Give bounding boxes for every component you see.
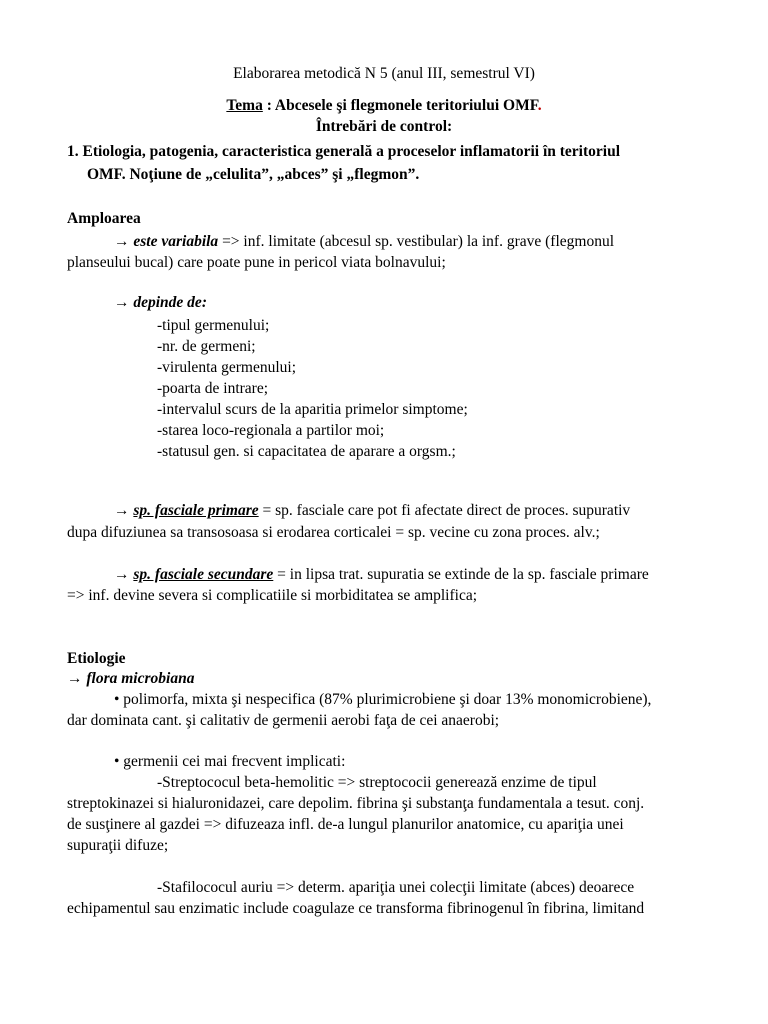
- subtitle: Întrebări de control:: [315, 118, 453, 135]
- variabila-line: [114, 231, 614, 252]
- arrow-icon: →: [114, 233, 134, 250]
- secundare-cont: => inf. devine severa si complicatiile si morbiditatea se amplifica;: [67, 587, 478, 604]
- question-line-2: OMF. Noţiune de „celulita”, „abces” şi „flegmon”.: [87, 166, 420, 183]
- list-item: -poarta de intrare;: [157, 380, 269, 397]
- list-item: -virulenta germenului;: [157, 359, 297, 376]
- bullet-line: • germenii cei mai frecvent implicati:: [114, 753, 346, 770]
- tema-label: Tema: [226, 97, 263, 114]
- tema-text: Abcesele şi flegmonele teritoriului OMF: [274, 97, 538, 114]
- streptococ-cont: de susţinere al gazdei => difuzeaza infl. de-a lungul planurilor anatomice, cu apariţia unei: [67, 816, 624, 833]
- primare-cont: dupa difuziunea sa transosoasa si erodarea corticalei = sp. vecine cu zona proces. alv.;: [67, 524, 600, 541]
- primare-line: [114, 500, 630, 521]
- bullet-line: • polimorfa, mixta şi nespecifica (87% plurimicrobiene şi doar 13% monomicrobiene),: [114, 691, 652, 708]
- variabila-label: este variabila: [133, 233, 219, 250]
- variabila-text: => inf. limitate (abcesul sp. vestibular) la inf. grave (flegmonul: [218, 233, 615, 250]
- list-item: -starea loco-regionala a partilor moi;: [157, 422, 385, 439]
- stafilococ-cont: echipamentul sau enzimatic include coagulaze ce transforma fibrinogenul în fibrina, limitand: [67, 900, 645, 917]
- amploarea-heading: Amploarea: [67, 210, 141, 227]
- secundare-text: = in lipsa trat. supuratia se extinde de la sp. fasciale primare: [273, 566, 649, 583]
- arrow-icon: →: [114, 294, 134, 311]
- primare-label: sp. fasciale primare: [133, 502, 259, 519]
- variabila-cont: planseului bucal) care poate pune in pericol viata bolnavului;: [67, 254, 446, 271]
- secundare-line: [114, 564, 649, 585]
- stafilococ-line: -Stafilococul auriu => determ. apariţia unei colecţii limitate (abces) deoarece: [157, 879, 635, 896]
- document-title: Elaborarea metodică N 5 (anul III, semestrul VI): [233, 65, 535, 82]
- bullet-cont: dar dominata cant. şi calitativ de germenii aerobi faţa de cei anaerobi;: [67, 712, 500, 729]
- depinde-label: depinde de:: [133, 294, 207, 311]
- depinde-line: [114, 292, 207, 313]
- list-item: -intervalul scurs de la aparitia primelor simptome;: [157, 401, 468, 418]
- streptococ-cont: streptokinazei si hialuronidazei, care depolim. fibrina şi substanţa fundamentala a tesut. conj.: [67, 795, 645, 812]
- arrow-icon: →: [114, 566, 134, 583]
- secundare-label: sp. fasciale secundare: [133, 566, 274, 583]
- streptococ-cont: supuraţii difuze;: [67, 837, 169, 854]
- list-item: -nr. de germeni;: [157, 338, 256, 355]
- flora-heading: → flora microbiana: [67, 670, 195, 687]
- list-item: -tipul germenului;: [157, 317, 270, 334]
- streptococ-line: -Streptococul beta-hemolitic => streptococii generează enzime de tipul: [157, 774, 597, 791]
- question-line-1: 1. Etiologia, patogenia, caracteristica generală a proceselor inflamatorii în teritoriul: [67, 143, 621, 160]
- tema-dot: .: [537, 97, 542, 114]
- etiologie-heading: Etiologie: [67, 650, 126, 667]
- primare-text: = sp. fasciale care pot fi afectate direct de proces. supurativ: [258, 502, 631, 519]
- list-item: -statusul gen. si capacitatea de aparare a orgsm.;: [157, 443, 456, 460]
- arrow-icon: →: [114, 502, 134, 519]
- tema-separator: :: [262, 97, 275, 114]
- tema-line: [0, 95, 768, 116]
